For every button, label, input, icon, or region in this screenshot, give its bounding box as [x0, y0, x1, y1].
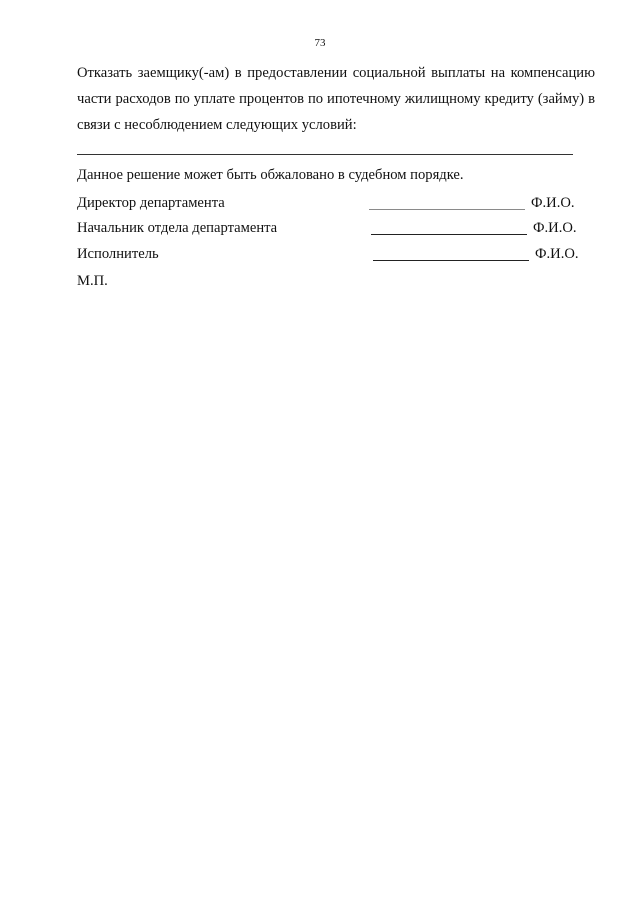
signature-row-executor	[77, 244, 580, 264]
signature-row-department-head	[77, 218, 580, 238]
signature-name-placeholder: Ф.И.О.	[531, 195, 575, 211]
reason-blank-line	[77, 154, 573, 155]
refusal-paragraph: Отказать заемщику(-ам) в предоставлении социальной выплаты на компенсацию части расходов по уплате процентов по ипотечному жилищному кредиту (займу) в связи с несоблюдением следующих условий:	[77, 65, 595, 133]
page-number: 73	[314, 37, 326, 49]
signature-name-placeholder: Ф.И.О.	[535, 246, 579, 262]
signature-blank-line	[373, 260, 529, 261]
signature-role-label: Начальник отдела департамента	[77, 220, 278, 236]
signature-row-director	[77, 193, 580, 213]
signature-name-placeholder: Ф.И.О.	[533, 220, 577, 236]
signature-blank-line	[369, 209, 525, 210]
signature-role-label: Директор департамента	[77, 195, 225, 211]
signature-blank-line	[371, 234, 527, 235]
signature-role-label: Исполнитель	[77, 246, 159, 262]
stamp-mark: М.П.	[77, 273, 108, 289]
appeal-note: Данное решение может быть обжаловано в судебном порядке.	[77, 167, 464, 183]
